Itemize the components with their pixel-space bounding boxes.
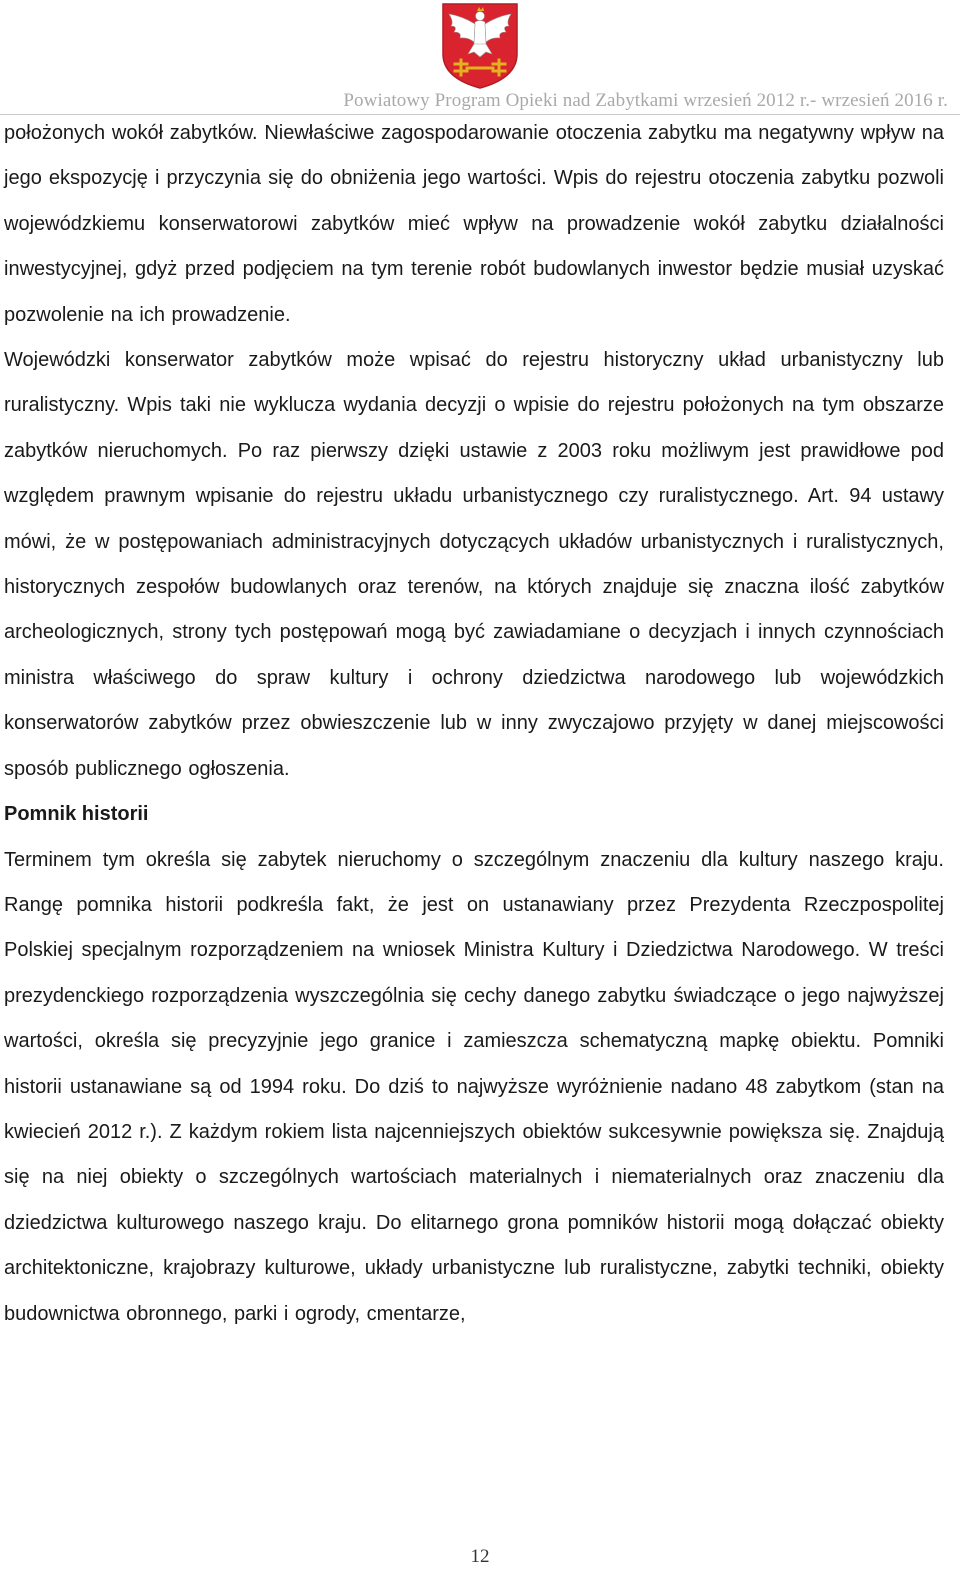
page-header (0, 0, 960, 118)
paragraph: Terminem tym określa się zabytek nieruchomy o szczególnym znaczeniu dla kultury naszego kraju. Rangę pomnika historii podkreśla fakt, że jest on ustanawiany przez Prezydenta Rzeczpospolitej Polskiej specjalnym rozporządzeniem na wniosek Ministra Kultury i Dziedzictwa Narodowego. W treści prezydenckiego rozporządzenia wyszczególnia się cechy danego zabytku świadczące o jego najwyższej wartości, określa się precyzyjnie jego granice i zamieszcza schematyczną mapkę obiektu. Pomniki historii ustanawiane są od 1994 roku. Do dziś to najwyższe wyróżnienie nadano 48 zabytkom (stan na kwiecień 2012 r.). Z każdym rokiem lista najcenniejszych obiektów sukcesywnie powiększa się. Znajdują się na niej obiekty o szczególnych wartościach materialnych i niematerialnych oraz znaczeniu dla dziedzictwa kulturowego naszego kraju. Do elitarnego grona pomników historii mogą dołączać obiekty architektoniczne, krajobrazy kulturowe, układy urbanistyczne lub ruralistyczne, zabytki techniki, obiekty budownictwa obronnego, parki i ogrody, cmentarze, (4, 848, 944, 1325)
page-number: 12 (470, 1546, 490, 1567)
coat-of-arms-icon (440, 2, 520, 90)
document-body (4, 111, 944, 1337)
paragraph: położonych wokół zabytków. Niewłaściwe zagospodarowanie otoczenia zabytku ma negatywny wpływ na jego ekspozycję i przyczynia się do obniżenia jego wartości. Wpis do rejestru otoczenia zabytku pozwoli wojewódzkiemu konserwatorowi zabytków mieć wpływ na prowadzenie wokół zabytku działalności inwestycyjnej, gdyż przed podjęciem na tym terenie robót budowlanych inwestor będzie musiał uzyskać pozwolenie na ich prowadzenie. (4, 122, 944, 326)
paragraph: Wojewódzki konserwator zabytków może wpisać do rejestru historyczny układ urbanistyczny lub ruralistyczny. Wpis taki nie wyklucza wydania decyzji o wpisie do rejestru położonych na tym obszarze zabytków nieruchomych. Po raz pierwszy dzięki ustawie z 2003 roku możliwym jest prawidłowe pod względem prawnym wpisanie do rejestru układu urbanistycznego czy ruralistycznego. Art. 94 ustawy mówi, że w postępowaniach administracyjnych dotyczących układów urbanistycznych i ruralistycznych, historycznych zespołów budowlanych oraz terenów, na których znajduje się znaczna ilość zabytków archeologicznych, strony tych postępowań mogą być zawiadamiane o decyzjach i innych czynnościach ministra właściwego do spraw kultury i ochrony dziedzictwa narodowego lub wojewódzkich konserwatorów zabytków przez obwieszczenie lub w inny zwyczajowo przyjęty w danej miejscowości sposób publicznego ogłoszenia. (4, 349, 944, 780)
section-heading: Pomnik historii (4, 803, 149, 826)
header-title: Powiatowy Program Opieki nad Zabytkami wrzesień 2012 r.- wrzesień 2016 r. (343, 90, 948, 111)
